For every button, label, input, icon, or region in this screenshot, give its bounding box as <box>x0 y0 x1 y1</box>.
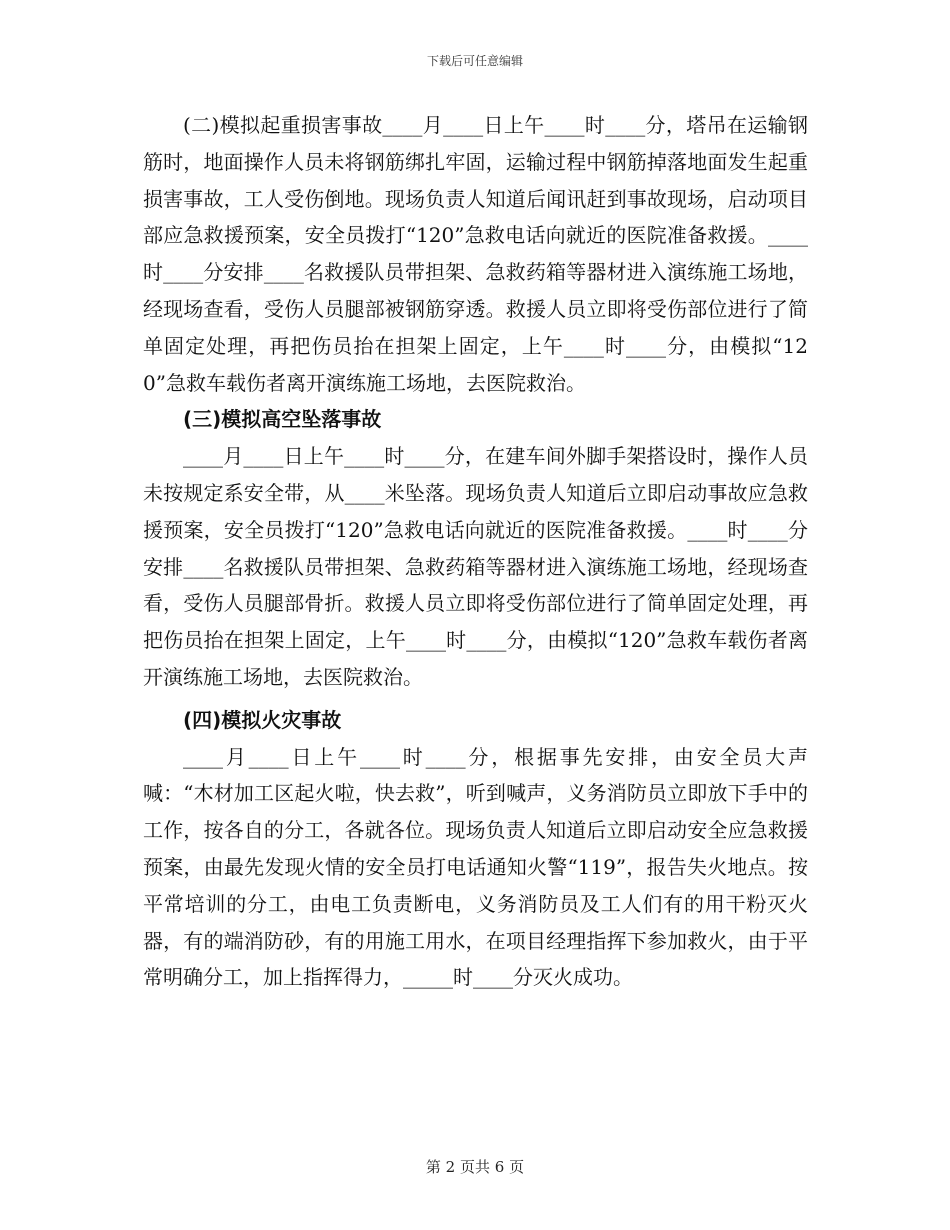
section-2-body: (二)模拟起重损害事故____月____日上午____时____分，塔吊在运输钢筋时，地面操作人员未将钢筋绑扎牢固，运输过程中钢筋掉落地面发生起重损害事故，工人受伤倒地。现场负责人知道后闻讯赶到事故现场，启动项目部应急救援预案，安全员拨打“120”急救电话向就近的医院准备救援。____时____分安排____名救援队员带担架、急救药箱等器材进入演练施工场地，经现场查看，受伤人员腿部被钢筋穿透。救援人员立即将受伤部位进行了简单固定处理，再把伤员抬在担架上固定，上午____时____分，由模拟“120”急救车载伤者离开演练施工场地，去医院救治。 <box>143 113 808 395</box>
page-number: 第 2 页共 6 页 <box>425 1158 525 1176</box>
section-3-title: (三)模拟高空坠落事故 <box>183 407 382 432</box>
section-4-body: ____月____日上午____时____分，根据事先安排，由安全员大声喊：“木材加工区起火啦，快去救”，听到喊声，义务消防员立即放下手中的工作，按各自的分工，各就各位。现场负责人知道后立即启动安全应急救援预案，由最先发现火情的安全员打电话通知火警“119”，报告失火地点。按平常培训的分工，由电工负责断电，义务消防员及工人们有的用干粉灭火器，有的端消防砂，有的用施工用水，在项目经理指挥下参加救火，由于平常明确分工，加上指挥得力，_____时____分灭火成功。 <box>143 744 808 990</box>
section-4-title: (四)模拟火灾事故 <box>183 707 342 732</box>
section-3-body: ____月____日上午____时____分，在建车间外脚手架搭设时，操作人员未按规定系安全带，从____米坠落。现场负责人知道后立即启动事故应急救援预案，安全员拨打“120”急救电话向就近的医院准备救援。____时____分安排____名救援队员带担架、急救药箱等器材进入演练施工场地，经现场查看，受伤人员腿部骨折。救援人员立即将受伤部位进行了简单固定处理，再把伤员抬在担架上固定，上午____时____分，由模拟“120”急救车载伤者离开演练施工场地，去医院救治。 <box>143 444 808 689</box>
page-header-note: 下载后可任意编辑 <box>426 54 523 68</box>
document-body <box>143 107 808 996</box>
